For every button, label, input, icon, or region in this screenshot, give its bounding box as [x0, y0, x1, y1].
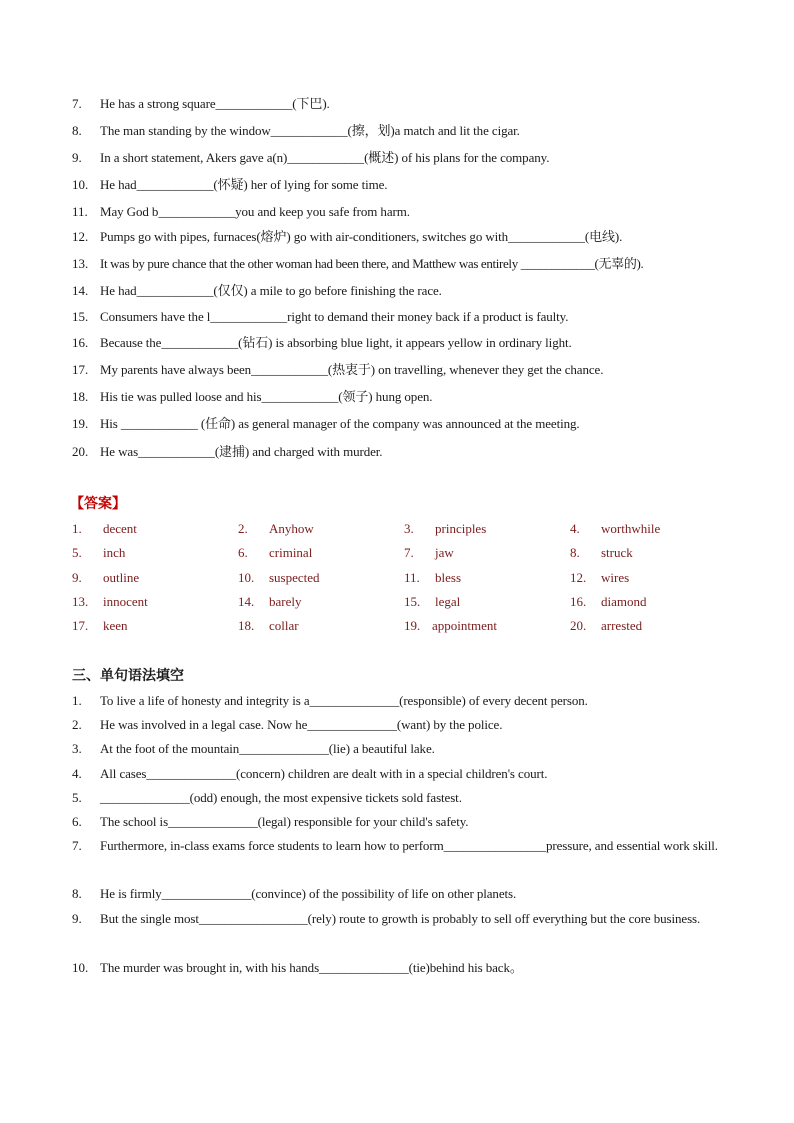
answer-item: 12. wires [570, 569, 630, 585]
section-title: 三、单句语法填空 [72, 668, 184, 684]
grammar-question: 3. At the foot of the mountain______________(lie) a beautiful lake. [72, 741, 435, 756]
answer-item: 19. appointment [404, 618, 497, 634]
answer-grid [72, 517, 712, 638]
vocab-question: 16. Because the____________(钻石) is absorbing blue light, it appears yellow in ordinary light. [72, 335, 572, 350]
answer-item: 17. keen [72, 618, 128, 634]
answer-item: 6. criminal [238, 545, 313, 561]
answer-item: 5. inch [72, 545, 126, 561]
answer-item: 11. bless [404, 569, 461, 585]
vocab-question: 12. Pumps go with pipes, furnaces(熔炉) go with air-conditioners, switches go with____________(电线). [72, 229, 623, 244]
answer-item: 14. barely [238, 593, 302, 609]
grammar-question: 5. ______________(odd) enough, the most expensive tickets sold fastest. [72, 790, 462, 805]
answer-row [72, 566, 712, 590]
grammar-question: 10. The murder was brought in, with his hands______________(tie)behind his back。 [72, 960, 523, 975]
vocab-question: 10. He had____________(怀疑) her of lying for some time. [72, 177, 388, 192]
vocab-question: 9. In a short statement, Akers gave a(n)____________(概述) of his plans for the company. [72, 150, 550, 165]
grammar-question: 8. He is firmly______________(convince) of the possibility of life on other planets. [72, 886, 517, 901]
grammar-question: 9. But the single most_________________(rely) route to growth is probably to sell off everything but the core business. [72, 911, 701, 926]
answer-item: 3. principles [404, 521, 487, 536]
vocab-question: 13. It was by pure chance that the other woman had been there, and Matthew was entirely ____________(无辜的). [72, 256, 644, 271]
answer-item: 4. worthwhile [570, 521, 661, 536]
answers-heading: 【答案】 [70, 496, 126, 512]
answer-item: 18. collar [238, 618, 299, 634]
answer-item: 10. suspected [238, 569, 320, 585]
grammar-question: 1. To live a life of honesty and integrity is a______________(responsible) of every decent person. [72, 693, 588, 708]
vocab-question: 17. My parents have always been____________(热衷于) on travelling, whenever they get the chance. [72, 362, 604, 377]
answer-item: 8. struck [570, 545, 633, 561]
grammar-question: 4. All cases______________(concern) children are dealt with in a special children's court. [72, 766, 548, 781]
answer-row [72, 590, 712, 614]
vocab-question: 11. May God b____________you and keep you safe from harm. [72, 204, 410, 219]
answer-row [72, 517, 712, 541]
vocab-question: 14. He had____________(仅仅) a mile to go before finishing the race. [72, 283, 442, 298]
answer-row [72, 541, 712, 565]
vocab-question: 19. His ____________ (任命) as general manager of the company was announced at the meeting. [72, 416, 580, 431]
vocab-question: 20. He was____________(逮捕) and charged with murder. [72, 444, 383, 459]
answer-row [72, 614, 712, 638]
answer-item: 15. legal [404, 593, 461, 609]
answer-item: 13. innocent [72, 593, 148, 609]
answer-item: 16. diamond [570, 593, 647, 609]
vocab-question: 15. Consumers have the l____________right to demand their money back if a product is faulty. [72, 309, 569, 324]
vocab-question: 8. The man standing by the window____________(擦，划)a match and lit the cigar. [72, 123, 520, 138]
answer-item: 20. arrested [570, 618, 643, 634]
vocab-question: 7. He has a strong square____________(下巴). [72, 96, 330, 111]
grammar-question: 7. Furthermore, in-class exams force students to learn how to perform________________pressure, and essential work skill. [72, 838, 718, 853]
answer-item: 9. outline [72, 569, 140, 585]
grammar-question: 6. The school is______________(legal) responsible for your child's safety. [72, 814, 469, 829]
answer-item: 1. decent [72, 521, 137, 536]
grammar-question: 2. He was involved in a legal case. Now he______________(want) by the police. [72, 717, 503, 732]
vocab-question: 18. His tie was pulled loose and his____________(领子) hung open. [72, 389, 433, 404]
answer-item: 2. Anyhow [238, 521, 314, 536]
answer-item: 7. jaw [404, 545, 454, 561]
